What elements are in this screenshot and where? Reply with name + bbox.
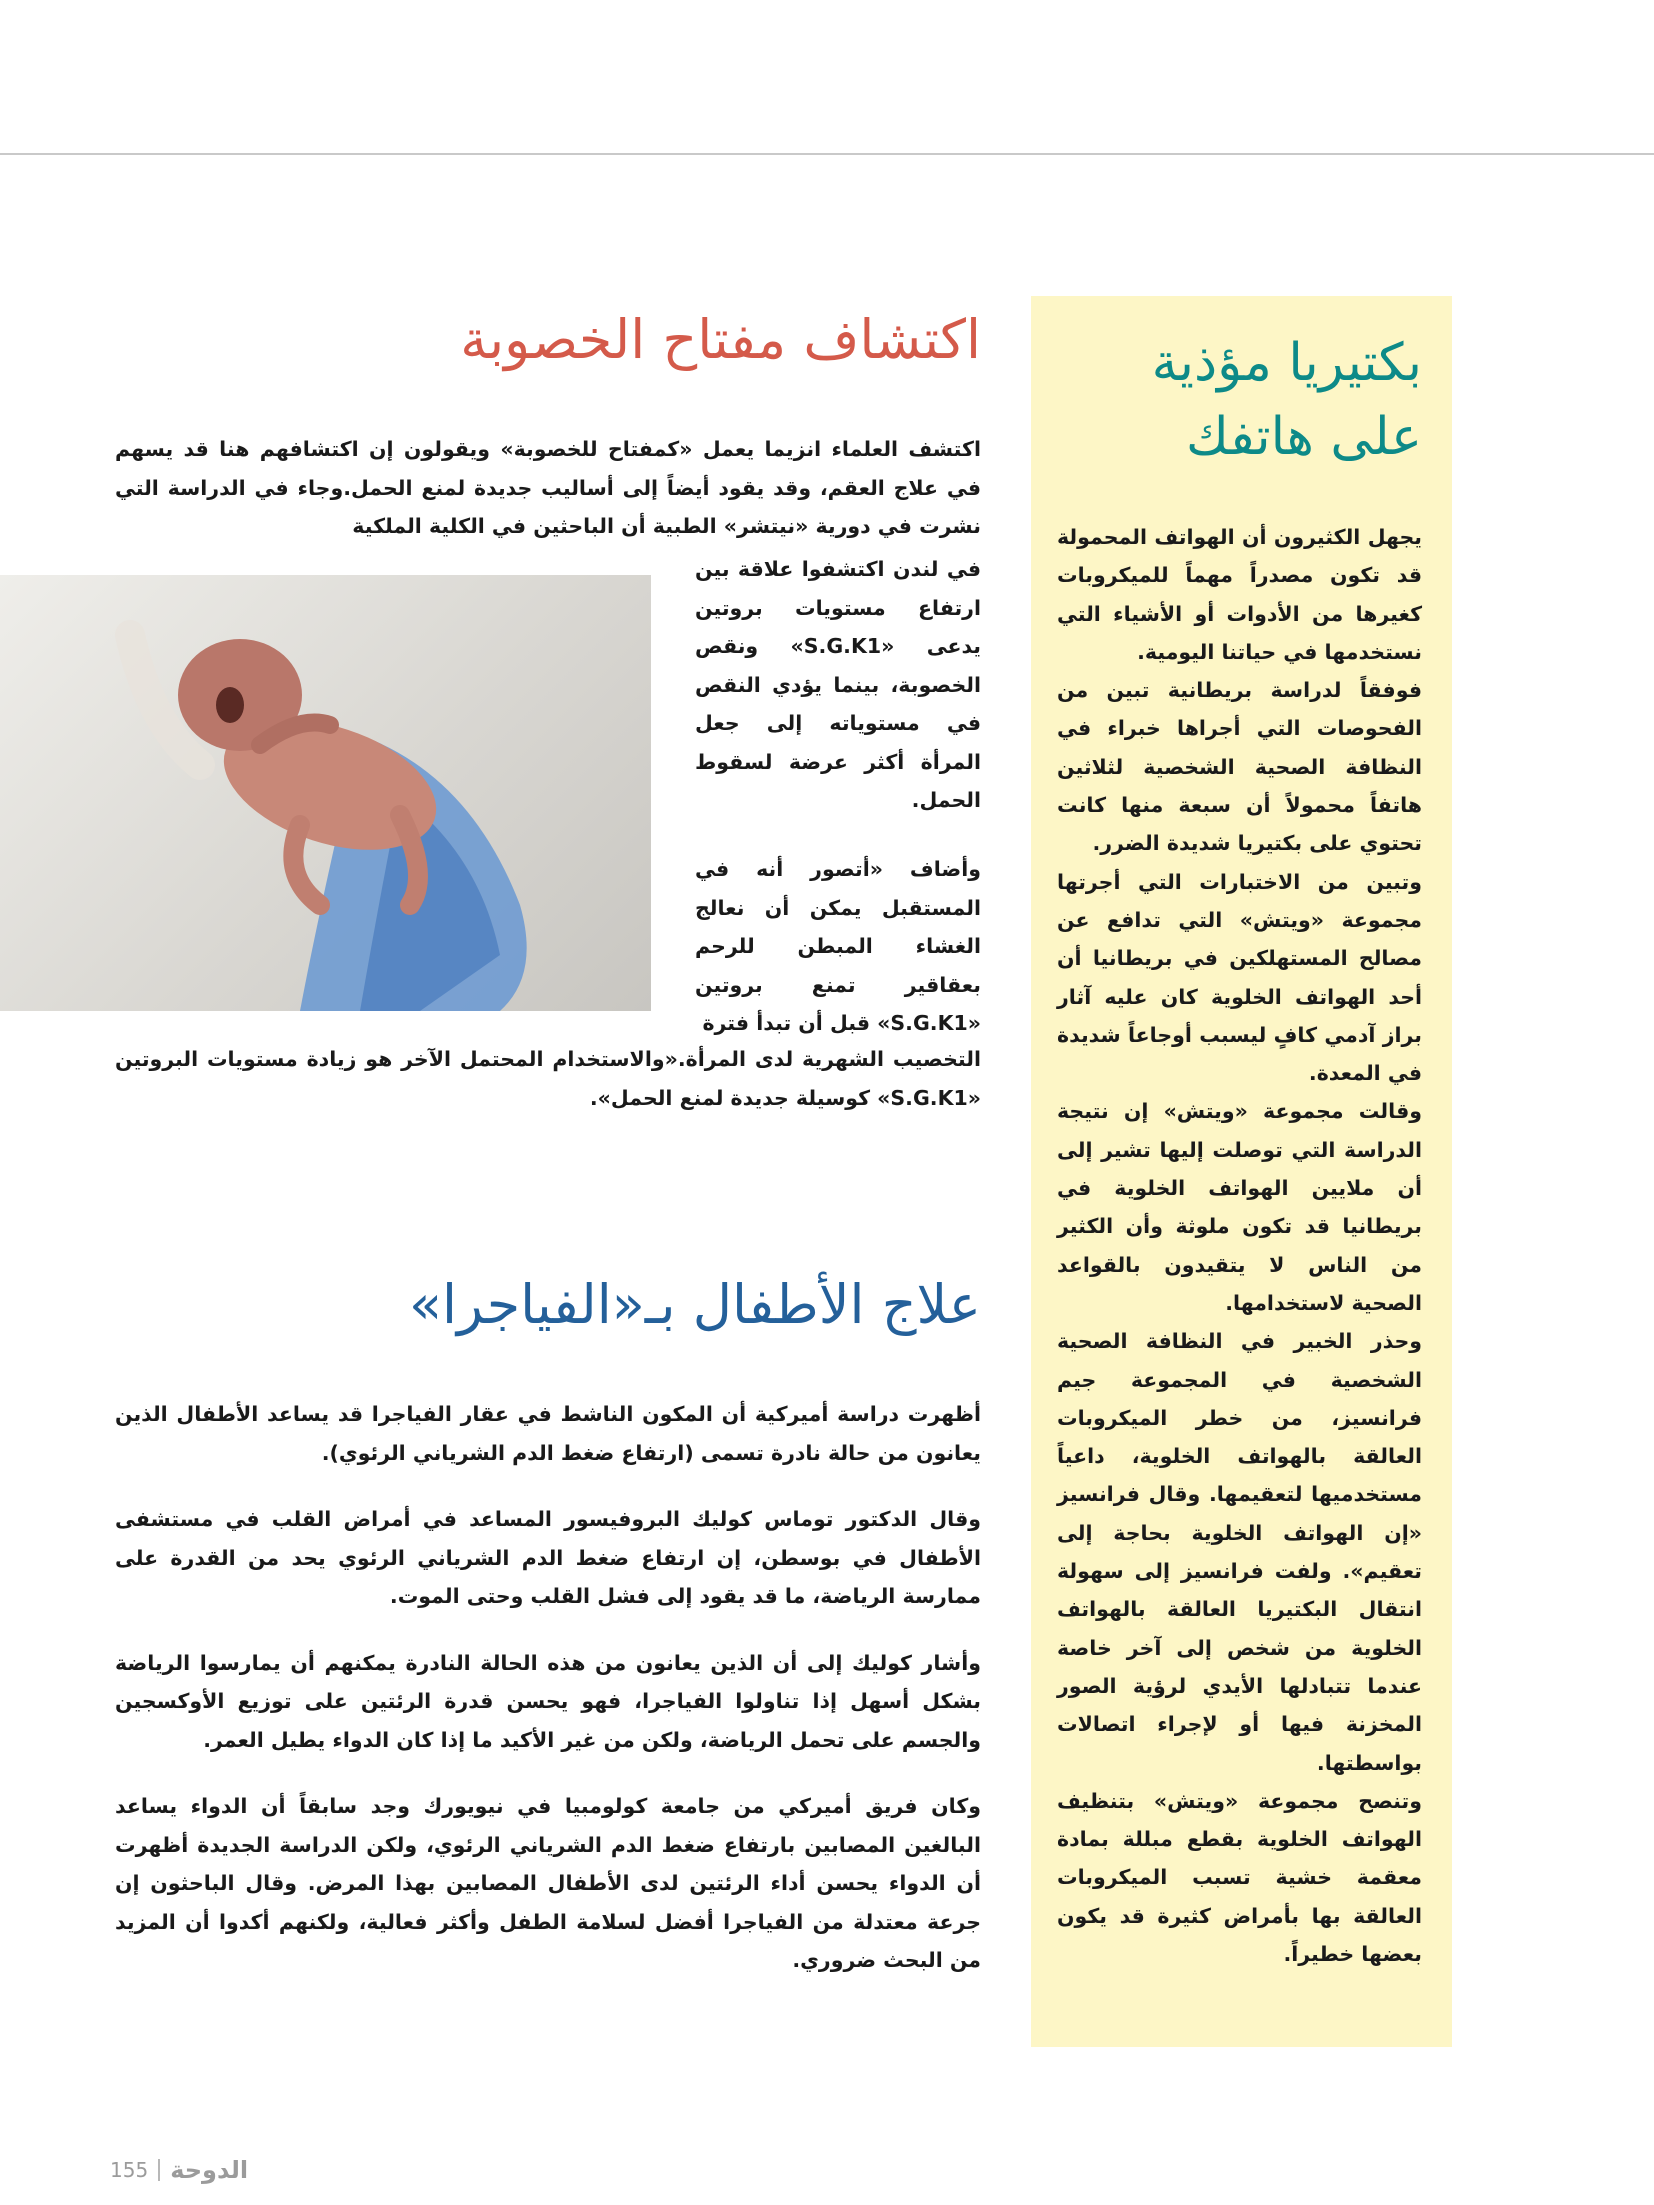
sidebar-title-line1: بكتيريا مؤذية <box>1151 333 1422 393</box>
article2-paragraph: وأشار كوليك إلى أن الذين يعانون من هذه الحالة النادرة يمكنهم أن يمارسوا الرياضة بشكل أسهل إذا تناولوا الفياجرا، فهو يحسن قدرة الرئتين على توزيع الأوكسجين والجسم على تحمل الرياضة، ولكن من غير الأكيد ما إذا كان الدواء يطيل العمر. <box>115 1650 981 1752</box>
sidebar-body <box>1057 518 1422 1973</box>
sidebar-paragraph: يجهل الكثيرون أن الهواتف المحمولة قد تكون مصدراً مهماً للميكروبات كغيرها من الأدوات أو الأشياء التي نستخدمها في حياتنا اليومية. <box>1057 525 1422 664</box>
page-number: 155 <box>110 2158 149 2182</box>
sidebar-paragraph: وتنصح مجموعة «ويتش» بتنظيف الهواتف الخلوية بقطع مبللة بمادة معقمة خشية تسبب الميكروبات العالقة بها بأمراض كثيرة قد يكون بعضها خطيراً. <box>1057 1788 1422 1966</box>
top-divider <box>0 153 1654 155</box>
article2-paragraph: وقال الدكتور توماس كوليك البروفيسور المساعد في أمراض القلب في مستشفى الأطفال في بوسطن، إن ارتفاع ضغط الدم الشرياني الرئوي يحد من القدرة على ممارسة الرياضة، ما قد يقود إلى فشل القلب وحتى الموت. <box>115 1507 981 1608</box>
sidebar-paragraph: فوفقاً لدراسة بريطانية تبين من الفحوصات التي أجراها خبراء في النظافة الصحية الشخصية لثلاثين هاتفاً محمولاً أن سبعة منها كانت تحتوي على بكتيريا شديدة الضرر. <box>1057 678 1422 856</box>
sidebar-title-line2: على هاتفك <box>1186 407 1422 467</box>
article1-wrap-paragraph-2 <box>695 850 981 1043</box>
footer-separator <box>158 2159 160 2181</box>
magazine-logo: الدوحة <box>170 2156 249 2184</box>
sidebar-paragraph: وحذر الخبير في النظافة الصحية الشخصية في المجموعة جيم فرانسيز، من خطر الميكروبات العالقة بالهواتف الخلوية، داعياً مستخدميها لتعقيمها. وقال فرانسيز «إن الهواتف الخلوية بحاجة إلى تعقيم». ولفت فرانسيز إلى سهولة انتقال البكتيريا العالقة بالهواتف الخلوية من شخص إلى آخر خاصة عندما تتبادلها الأيدي لرؤية الصور المخزنة فيها أو لإجراء اتصالات بواسطتها. <box>1057 1329 1422 1775</box>
article1-title: اكتشاف مفتاح الخصوبة <box>460 308 981 371</box>
article2-body <box>115 1395 981 1980</box>
article1-tail: التخصيب الشهرية لدى المرأة.«والاستخدام المحتمل الآخر هو زيادة مستويات البروتين «S.G.K1» كوسيلة جديدة لمنع الحمل». <box>115 1047 981 1110</box>
sidebar-title <box>1057 326 1422 474</box>
page-footer <box>110 2156 248 2184</box>
article1-wrap2: وأضاف «أتصور أنه في المستقبل يمكن أن نعالج الغشاء المبطن للرحم بعقاقير تمنع بروتين «S.G.K1» قبل أن تبدأ فترة <box>695 857 981 1035</box>
newborn-photo <box>0 575 651 1011</box>
article1-wrap-paragraph <box>695 550 981 820</box>
article2-paragraph: وكان فريق أميركي من جامعة كولومبيا في نيويورك وجد سابقاً أن الدواء يساعد البالغين المصابين بارتفاع ضغط الدم الشرياني الرئوي، ولكن الدراسة الجديدة أظهرت أن الدواء يحسن أداء الرئتين لدى الأطفال المصابين بهذا المرض. وقال الباحثون إن جرعة معتدلة من الفياجرا أفضل لسلامة الطفل وأكثر فعالية، ولكنهم أكدوا أن المزيد من البحث ضروري. <box>115 1794 981 1972</box>
sidebar-box <box>1031 296 1452 2047</box>
sidebar-paragraph: وقالت مجموعة «ويتش» إن نتيجة الدراسة التي توصلت إليها تشير إلى أن ملايين الهواتف الخلوية في بريطانيا قد تكون ملوثة وأن الكثير من الناس لا يتقيدون بالقواعد الصحية لاستخدامها. <box>1057 1099 1422 1315</box>
article1-intro: اكتشف العلماء انزيما يعمل «كمفتاح للخصوبة» ويقولون إن اكتشافهم هنا قد يسهم في علاج العقم، وقد يقود أيضاً إلى أساليب جديدة لمنع الحمل.وجاء في الدراسة التي نشرت في دورية «نيتشر» الطبية أن الباحثين في الكلية الملكية <box>115 437 981 538</box>
article2-paragraph: أظهرت دراسة أميركية أن المكون الناشط في عقار الفياجرا قد يساعد الأطفال الذين يعانون من حالة نادرة تسمى (ارتفاع ضغط الدم الشرياني الرئوي). <box>115 1402 981 1465</box>
article2-title: علاج الأطفال بـ«الفياجرا» <box>408 1273 981 1336</box>
newborn-illustration <box>0 575 651 1011</box>
sidebar-paragraph: وتبين من الاختبارات التي أجرتها مجموعة «ويتش» التي تدافع عن مصالح المستهلكين في بريطانيا أن أحد الهواتف الخلوية كان عليه آثار براز آدمي كافٍ ليسبب أوجاعاً شديدة في المعدة. <box>1057 869 1422 1086</box>
article1-wrap1: في لندن اكتشفوا علاقة بين ارتفاع مستويات بروتين يدعى «S.G.K1» ونقص الخصوبة، بينما يؤدي النقص في مستوياته إلى جعل المرأة أكثر عرضة لسقوط الحمل. <box>695 557 981 812</box>
